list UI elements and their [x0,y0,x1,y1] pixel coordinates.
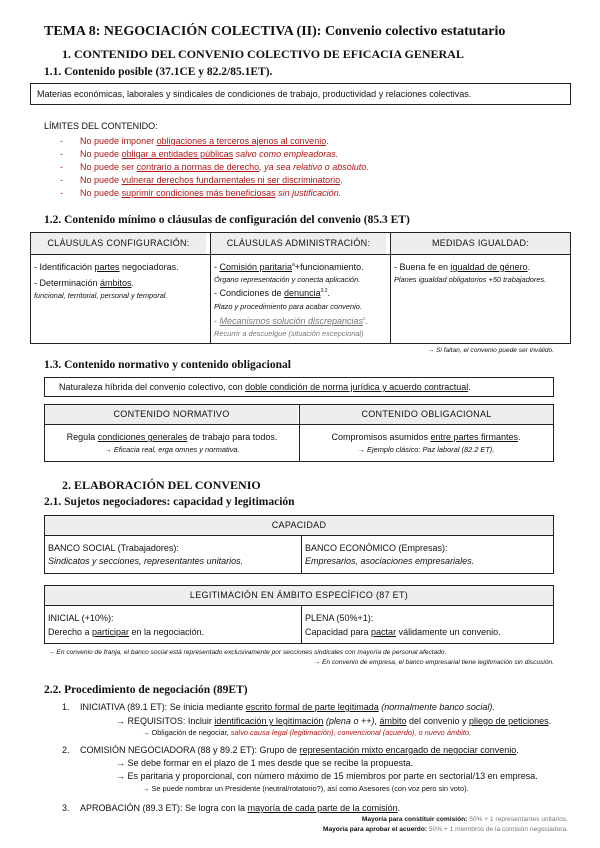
page-title: TEMA 8: NEGOCIACIÓN COLECTIVA (II): Convenio colectivo estatutario [44,24,506,39]
limit-item: - No puede imponer obligaciones a terceros ajenos al convenio. [60,136,329,146]
legit-note-1: → En convenio de franja, el banco social está representado exclusivamente por secciones sindicales con mayoría de personal afectado. [48,649,447,656]
admin-note2: Plazo y procedimiento para acabar convenio. [214,302,362,311]
sub22-heading: 2.2. Procedimiento de negociación (89ET) [44,684,248,696]
inicial-text: Derecho a participar en la negociación. [48,627,205,637]
step2-text: COMISIÓN NEGOCIADORA (88 y 89.2 ET): Grupo de representación mixto encargado de negociar convenio. [80,745,519,755]
sub11-heading: 1.1. Contenido posible (37.1CE y 82.2/85.1ET). [44,66,273,78]
clauses-header-admin: CLÁUSULAS ADMINISTRACIÓN: [211,233,386,254]
hybrid-box [44,377,554,397]
sub12-heading: 1.2. Contenido mínimo o cláusulas de configuración del convenio (85.3 ET) [44,214,410,226]
admin-note1: Órgano representación y conecta aplicación. [214,275,361,284]
admin-note3: Recurrir a descuelgue (situación excepcional) [214,329,364,338]
config-line2: - Determinación ámbitos. [34,278,135,288]
banco-economico-title: BANCO ECONÓMICO (Empresas): [305,543,448,553]
normativo-note: → Eficacia real, erga omnes y normativa. [104,445,240,454]
limit-item: - No puede suprimir condiciones más beneficiosas sin justificación. [60,188,342,198]
obligacional-note: → Ejemplo clásico: Paz laboral (82.2 ET). [357,445,495,454]
step1-number: 1. [62,702,70,712]
step2-number: 2. [62,745,70,755]
footnote-aprobar: Mayoría para aprobar el acuerdo: 50% + 1 miembros de la comisión negociadora. [322,826,568,833]
obligacional-header: CONTENIDO OBLIGACIONAL [300,405,553,424]
limit-item: - No puede ser contrario a normas de derecho, ya sea relativo o absoluto. [60,162,369,172]
clauses-header-igualdad: MEDIDAS IGUALDAD: [391,233,570,254]
sub11-box-text: Materias económicas, laborales y sindicales de condiciones de trabajo, productividad y relaciones colectivas. [37,89,472,99]
capacidad-header: CAPACIDAD [45,516,553,535]
limit-item: - No puede vulnerar derechos fundamentales ni ser discriminatorio. [60,175,343,185]
sub13-heading: 1.3. Contenido normativo y contenido obligacional [44,359,291,371]
sub11-box [30,83,571,105]
normativo-header: CONTENIDO NORMATIVO [45,405,298,424]
legitimacion-header: LEGITIMACIÓN EN ÁMBITO ESPECÍFICO (87 ET) [45,586,553,605]
limits-title: LÍMITES DEL CONTENIDO: [44,121,158,131]
banco-social-text: Sindicatos y secciones, representantes unitarios. [48,556,244,566]
igualdad-note: Planes igualdad obligatorios +50 trabajadores. [394,275,547,284]
section1-heading: 1. CONTENIDO DEL CONVENIO COLECTIVO DE EFICACIA GENERAL [62,47,464,61]
banco-economico-text: Empresarios, asociaciones empresariales. [305,556,475,566]
section2-heading: 2. ELABORACIÓN DEL CONVENIO [62,478,261,492]
admin-line3: - Mecanismos solución discrepancias$^c$. [214,316,369,326]
clauses-footnote: → Si faltan, el convenio puede ser inválido. [427,347,554,354]
obligacional-text: Compromisos asumidos entre partes firmantes. [331,432,521,442]
clauses-header-config: CLÁUSULAS CONFIGURACIÓN: [31,233,206,254]
step3-text: APROBACIÓN (89.3 ET): Se logra con la mayoría de cada parte de la comisión. [80,803,401,813]
hybrid-text: Naturaleza híbrida del convenio colectivo, con doble condición de norma jurídica y acuerdo contractual. [59,382,471,392]
plena-title: PLENA (50%+1): [305,613,374,623]
step2-presidente: → Se puede nombrar un Presidente (neutral/rotatorio?), así como Asesores (con voz pero sin voto). [142,784,469,793]
step2-plazo: → Se debe formar en el plazo de 1 mes desde que se recibe la propuesta. [116,758,414,768]
config-line1: - Identificación partes negociadoras. [34,262,179,272]
step1-obligacion: → Obligación de negociar, salvo causa legal (legitimación), convencional (acuerdo), o nuevo ámbito. [142,728,472,737]
admin-line1: - Comisión paritaria$^a$+funcionamiento. [214,262,364,272]
plena-text: Capacidad para pactar válidamente un convenio. [305,627,501,637]
step1-requisitos: → REQUISITOS: Incluir identificación y legitimación (plena o ++), ámbito del convenio y pliego de peticiones. [116,716,552,726]
legit-note-2: → En convenio de empresa, el banco empresarial tiene legitimación sin discusión. [313,659,554,666]
inicial-title: INICIAL (+10%): [48,613,114,623]
step3-number: 3. [62,803,70,813]
step2-paritaria: → Es paritaria y proporcional, con número máximo de 15 miembros por parte en sectorial/13 en empresa. [116,771,538,781]
config-note: funcional, territorial, personal y temporal. [34,291,168,300]
limit-item: - No puede obligar a entidades públicas salvo como empleadoras. [60,149,339,159]
step1-text: INICIATIVA (89.1 ET): Se inicia mediante escrito formal de parte legitimada (normalmente banco social). [80,702,495,712]
banco-social-title: BANCO SOCIAL (Trabajadores): [48,543,179,553]
footnote-constituir: Mayoría para constituir comisión: 50% + 1 representantes unitarios. [361,816,568,823]
igualdad-line1: - Buena fe en igualdad de género. [394,262,531,272]
normativo-text: Regula condiciones generales de trabajo para todos. [66,432,278,442]
sub21-heading: 2.1. Sujetos negociadores: capacidad y legitimación [44,496,295,508]
admin-line2: - Condiciones de denuncia$^{3.2}$. [214,288,331,298]
